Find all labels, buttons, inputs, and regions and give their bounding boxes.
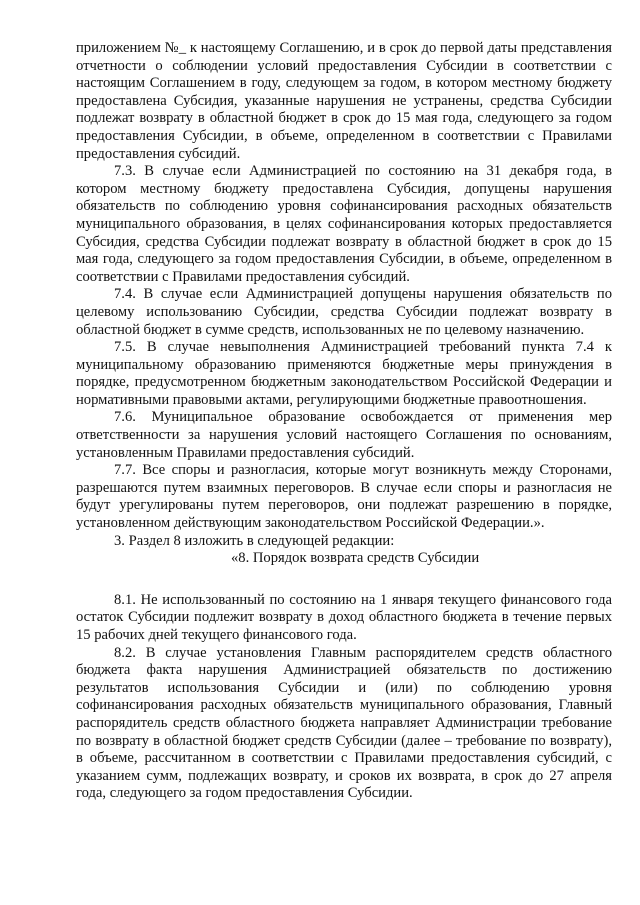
paragraph-8-1: 8.1. Не использованный по состоянию на 1 января текущего финансового года остаток Субсидии подлежит возврату в доход областного бюджета в течение первых 15 рабочих дней текущего финансового года. <box>76 591 612 643</box>
section-8-heading: «8. Порядок возврата средств Субсидии <box>231 550 480 567</box>
paragraph-7-7: 7.7. Все споры и разногласия, которые могут возникнуть между Сторонами, разрешаются путем взаимных переговоров. В случае если споры и разногласия не будут урегулированы путем переговоров, они подлежат разрешению в порядке, установленном действующим законодательством Российской Федерации.». <box>76 462 612 532</box>
paragraph-7-3: 7.3. В случае если Администрацией по состоянию на 31 декабря года, в котором местному бюджету предоставлена Субсидия, допущены нарушения обязательств по соблюдению уровня софинансирования расходных обязательств муниципального образования, в целях софинансирования которых предоставляется Субсидия, средства Субсидии подлежат возврату в областной бюджет в срок до 15 мая года, следующего за годом предоставления Субсидии, в объеме, определенном в соответствии с Правилами предоставления субсидий. <box>76 163 612 285</box>
spacer <box>76 568 612 592</box>
paragraph-7-6: 7.6. Муниципальное образование освобождается от применения мер ответственности за нарушения условий настоящего Соглашения по основаниям, установленным Правилами предоставления субсидий. <box>76 409 612 461</box>
paragraph-continuation: приложением №_ к настоящему Соглашению, и в срок до первой даты представления отчетности о соблюдении условий предоставления Субсидии в соответствии с настоящим Соглашением в году, следующем за годом, в котором местному бюджету предоставлена Субсидия, указанные нарушения не устранены, средства Субсидии подлежат возврату в областной бюджет в срок до 15 мая года, следующего за годом предоставления Субсидии, в объеме, определенном в соответствии с Правилами предоставления субсидий. <box>76 40 612 162</box>
paragraph-8-2: 8.2. В случае установления Главным распорядителем средств областного бюджета факта нарушения Администрацией обязательств по достижению результатов использования Субсидии и (или) по соблюдению уровня софинансирования расходных обязательств муниципального образования, Главный распорядитель средств областного бюджета направляет Администрации требование по возврату в областной бюджет средств Субсидии (далее – требование по возврату), в объеме, рассчитанном в соответствии с Правилами предоставления субсидий, с указанием сумм, подлежащих возврату, и сроков их возврата, в срок до 27 апреля года, следующего за годом предоставления Субсидии. <box>76 644 612 802</box>
paragraph-7-4: 7.4. В случае если Администрацией допущены нарушения обязательств по целевому использованию Субсидии, средства Субсидии подлежат возврату в областной бюджет в сумме средств, использованных не по целевому назначению. <box>76 286 612 338</box>
paragraph-amendment-3: 3. Раздел 8 изложить в следующей редакции: <box>114 532 395 549</box>
paragraph-7-5: 7.5. В случае невыполнения Администрацией требований пункта 7.4 к муниципальному образованию применяются бюджетные меры принуждения в порядке, предусмотренном бюджетным законодательством Российской Федерации и нормативными правовыми актами, регулирующими бюджетные правоотношения. <box>76 339 612 408</box>
